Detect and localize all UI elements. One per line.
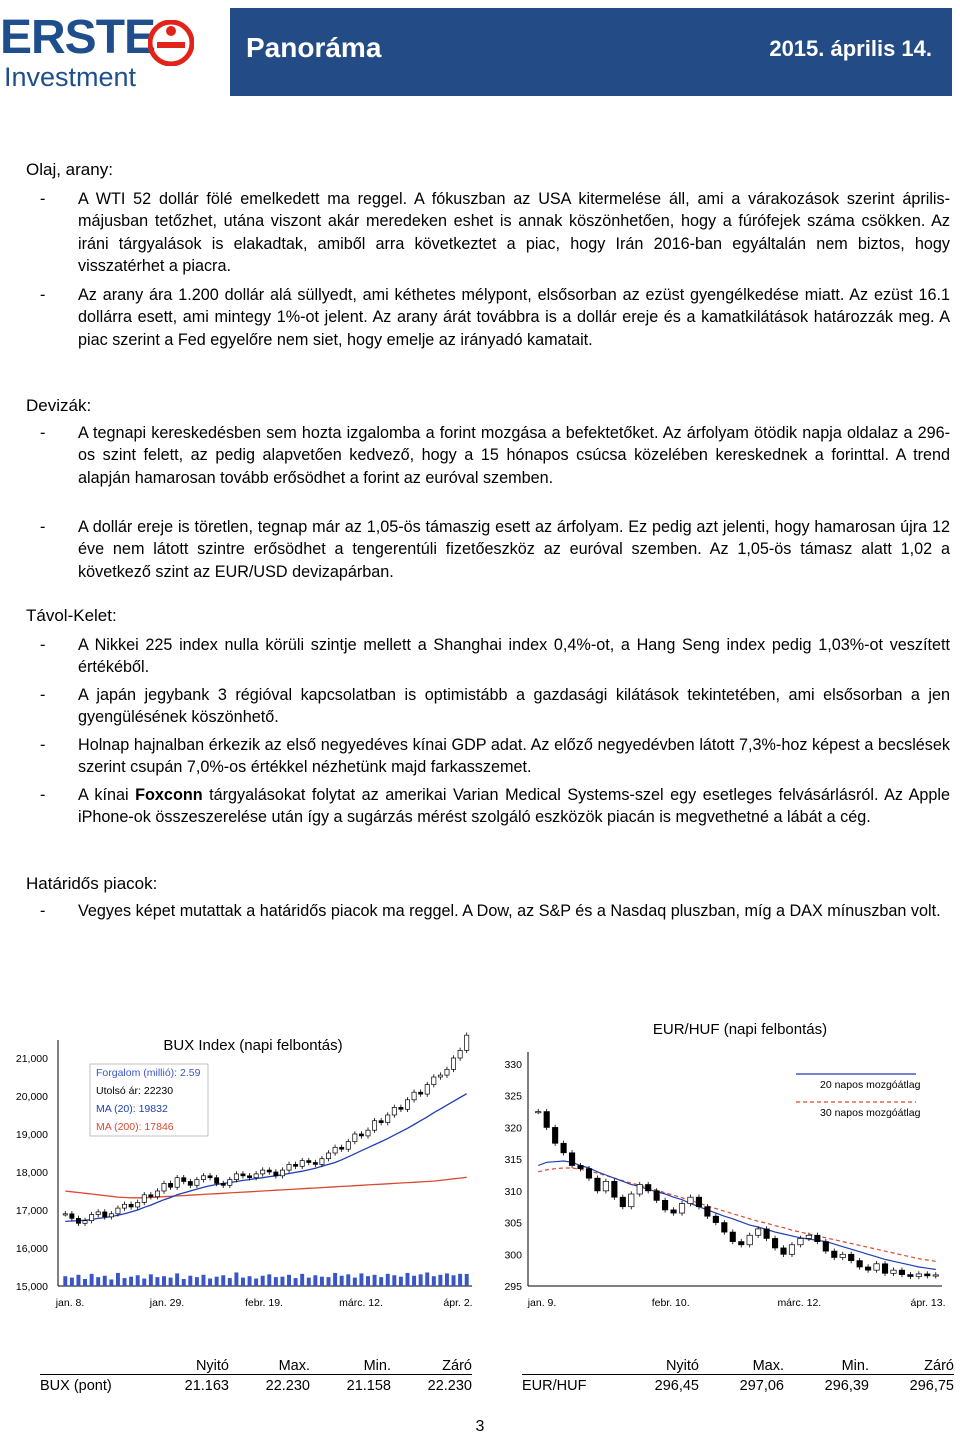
bux-candle — [392, 1107, 396, 1115]
bux-candle — [438, 1075, 442, 1077]
list-item — [26, 634, 950, 679]
page-title: Panoráma — [246, 32, 382, 63]
bux-candle — [372, 1121, 376, 1131]
huf-x-tick-label: febr. 10. — [651, 1297, 690, 1309]
bux-candle — [359, 1134, 363, 1136]
huf-y-tick-label: 325 — [504, 1090, 522, 1103]
list-item-text: A dollár ereje is töretlen, tegnap már az 1,05-ös támaszig esett az árfolyam. Ez pedig azt jelenti, hogy hamarosan újra 12 éve nem látott szintre erősödhet a tengerentúli fizetőeszköz az euróval szemben. Az 1,05-ös támasz alatt 1,02 a következő szint az EUR/USD devizapárban. — [78, 518, 950, 581]
foxconn-pre: A kínai — [78, 786, 136, 804]
bux-y-tick-label: 19,000 — [15, 1129, 48, 1141]
erste-s-mark-icon — [148, 20, 194, 66]
table-cell: 296,39 — [824, 1378, 869, 1394]
bux-candle — [254, 1174, 258, 1178]
bux-volume-bar — [234, 1272, 238, 1286]
huf-candle — [629, 1194, 634, 1207]
bux-candle — [195, 1180, 199, 1186]
bux-chart-title: BUX Index (napi felbontás) — [163, 1037, 343, 1054]
logo-brand-bottom: Investment — [4, 62, 137, 92]
huf-candle — [536, 1112, 541, 1113]
huf-candle — [696, 1197, 701, 1207]
table-cell: 21.158 — [346, 1378, 391, 1394]
bux-candle — [116, 1208, 120, 1214]
huf-candle — [840, 1254, 845, 1257]
bux-candle — [76, 1218, 80, 1223]
bux-candle — [294, 1164, 298, 1166]
huf-candle — [891, 1270, 896, 1273]
table-row — [522, 1375, 954, 1395]
huf-candle — [823, 1242, 828, 1252]
bux-volume-bar — [195, 1277, 199, 1286]
bux-volume-bar — [96, 1277, 100, 1286]
bux-candle — [320, 1159, 324, 1165]
huf-candle — [612, 1181, 617, 1197]
huf-candle — [569, 1153, 574, 1166]
table-header-cell: Nyitó — [665, 1358, 699, 1374]
bux-candle — [313, 1163, 317, 1165]
table-row-label: BUX (pont) — [40, 1378, 112, 1394]
bux-candle — [346, 1142, 350, 1150]
list-item — [26, 284, 950, 351]
list-item — [26, 900, 950, 922]
bux-y-tick-label: 18,000 — [15, 1167, 48, 1179]
huf-candle — [688, 1197, 693, 1203]
list-item-text: A Nikkei 225 index nulla körüli szintje mellett a Shanghai index 0,4%-ot, a Hang Seng index pedig 1,03%-ot veszített értékéből. — [78, 636, 950, 677]
huf-candle — [671, 1210, 676, 1213]
bux-candle — [228, 1180, 232, 1186]
table-cell: 22.230 — [427, 1378, 472, 1394]
section-heading-futures: Határidős piacok: — [26, 874, 158, 893]
huf-candle — [755, 1229, 760, 1235]
bux-candle — [267, 1170, 271, 1172]
huf-y-tick-label: 330 — [504, 1059, 522, 1071]
bux-candle — [353, 1134, 357, 1142]
bux-x-tick-label: jan. 8. — [55, 1297, 85, 1309]
bux-volume-bar — [392, 1275, 396, 1286]
foxconn-post: tárgyalásokat folytat az amerikai Varian Medical Systems-szel egy esetleges felvásárlásról. Az Apple iPhone-ok összeszerelése után így a sugárzás mérést szolgáló eszközök piacán is megvethetné a lábát a cég. — [78, 786, 950, 827]
huf-y-tick-label: 320 — [504, 1122, 522, 1135]
huf-x-tick-label: márc. 12. — [777, 1297, 822, 1309]
bux-volume-bar — [340, 1276, 344, 1286]
logo-brand-top: ERSTE — [0, 11, 156, 64]
bux-volume-bar — [182, 1279, 186, 1286]
huf-candle — [544, 1112, 549, 1128]
huf-candle — [772, 1238, 777, 1248]
eurhuf-legend — [796, 1074, 921, 1119]
bux-legend-ma200: MA (200): 17846 — [96, 1121, 174, 1133]
bux-volume-bar — [327, 1277, 331, 1286]
huf-candle — [815, 1235, 820, 1241]
table-cell: 297,06 — [739, 1378, 784, 1394]
bux-volume-bar — [188, 1276, 192, 1286]
list-item-text: A japán jegybank 3 régióval kapcsolatban is optimistább a gazdasági kilátások tekintetében, ami elsősorban a jen gyengülésének köszönhető. — [78, 686, 950, 727]
table-header-row — [40, 1358, 472, 1375]
bux-candle — [399, 1107, 403, 1109]
bux-candle — [70, 1214, 74, 1219]
bux-volume-bar — [103, 1276, 107, 1286]
huf-candle — [561, 1143, 566, 1153]
eurhuf-candles — [536, 1109, 939, 1279]
bux-volume-bar — [254, 1279, 258, 1286]
bux-volume-bar — [267, 1274, 271, 1286]
eurhuf-x-axis-labels — [527, 1297, 946, 1309]
huf-x-tick-label: jan. 9. — [527, 1297, 557, 1309]
huf-candle — [933, 1275, 938, 1276]
bux-candle — [425, 1085, 429, 1095]
list-item — [26, 684, 950, 729]
bux-candle — [175, 1178, 179, 1188]
bux-volume-bar — [366, 1276, 370, 1286]
table-header-row — [522, 1358, 954, 1375]
bux-volume-bar — [287, 1275, 291, 1286]
bux-volume-bar — [458, 1274, 462, 1286]
bux-x-tick-label: ápr. 2. — [443, 1297, 473, 1309]
list-item-text: A WTI 52 dollár fölé emelkedett ma reggel. A fókuszban az USA kitermelése áll, ami a várakozások szerint április-májusban tetőzhet, utána viszont akár meredeken eshet is annak köszönhetően, hogy a fúrófejek száma csökken. Az iráni tárgyalások is elakadtak, amiből arra következtet a piac, hogy Irán 2016-ban egyáltalán nem biztos, hogy visszatérhet a piacra. — [78, 190, 950, 276]
huf-candle — [848, 1254, 853, 1260]
foxconn-bold: Foxconn — [135, 786, 203, 804]
list-item-text — [78, 784, 950, 829]
bux-candle — [149, 1195, 153, 1197]
list-item — [26, 516, 950, 583]
list-item — [26, 188, 950, 278]
bullet-dash: - — [40, 736, 46, 754]
bux-volume-bar — [63, 1276, 67, 1286]
list-item — [26, 784, 950, 829]
table-cell: 21.163 — [184, 1378, 229, 1394]
bux-volume-bar — [419, 1274, 423, 1286]
list-item — [26, 422, 950, 489]
bux-y-tick-label: 20,000 — [15, 1091, 48, 1103]
bullet-dash: - — [40, 686, 46, 704]
table-row-label: EUR/HUF — [522, 1378, 587, 1394]
bux-volume-bar — [83, 1279, 87, 1286]
huf-candle — [586, 1169, 591, 1179]
eurhuf-summary-table — [522, 1358, 954, 1394]
huf-candle — [739, 1242, 744, 1245]
bux-candle — [168, 1183, 172, 1187]
bux-volume-bar — [90, 1274, 94, 1286]
bullet-dash: - — [40, 424, 46, 442]
huf-candle — [705, 1207, 710, 1217]
bux-candle — [103, 1212, 107, 1217]
bux-candle — [221, 1183, 225, 1185]
table-header-cell: Záró — [924, 1358, 954, 1374]
bullet-dash: - — [40, 786, 46, 804]
bux-volume-bar — [76, 1275, 80, 1286]
huf-candle — [806, 1235, 811, 1238]
bux-candle — [136, 1202, 140, 1207]
huf-candle — [603, 1181, 608, 1191]
bux-x-tick-label: febr. 19. — [245, 1297, 283, 1309]
bux-candle — [261, 1170, 265, 1174]
bux-volume-bar — [116, 1273, 120, 1286]
bux-volume-bar — [202, 1275, 206, 1286]
bux-y-tick-label: 16,000 — [15, 1243, 48, 1255]
page-number: 3 — [475, 1418, 485, 1435]
table-header-cell: Min. — [363, 1358, 391, 1374]
huf-candle — [637, 1185, 642, 1195]
bullet-dash: - — [40, 636, 46, 654]
bux-volume-bar — [123, 1278, 127, 1286]
bux-x-axis-labels — [55, 1297, 473, 1309]
bux-volume-bar — [307, 1278, 311, 1286]
bullet-dash: - — [40, 286, 46, 304]
bux-y-tick-label: 17,000 — [15, 1205, 48, 1217]
bux-candle — [234, 1174, 238, 1180]
huf-candle — [595, 1178, 600, 1191]
huf-candle — [899, 1270, 904, 1274]
huf-y-tick-label: 310 — [504, 1185, 522, 1198]
huf-candle — [865, 1267, 870, 1270]
table-header-cell: Záró — [442, 1358, 472, 1374]
bux-volume-bar — [228, 1278, 232, 1286]
huf-candle — [832, 1251, 837, 1257]
huf-candle — [916, 1274, 921, 1277]
header-banner — [230, 8, 952, 96]
huf-candle — [882, 1264, 887, 1274]
eurhuf-y-axis-labels — [504, 1059, 522, 1293]
bux-volume-bar — [359, 1273, 363, 1286]
bux-candle — [465, 1035, 469, 1050]
bux-candle — [458, 1050, 462, 1058]
report-date: 2015. április 14. — [769, 36, 932, 61]
huf-y-tick-label: 305 — [504, 1217, 522, 1230]
list-item-text: Holnap hajnalban érkezik az első negyedéves kínai GDP adat. Az előző negyedévben látott 7,3%-hoz képest a becslések szerint csupán 7,0%-os értékkel nézhetünk majd farkasszemet. — [78, 736, 950, 777]
bux-volume-bar — [300, 1274, 304, 1286]
bullet-dash: - — [40, 518, 46, 536]
bux-candle — [412, 1092, 416, 1100]
table-header-cell: Nyitó — [195, 1358, 229, 1374]
bux-candle — [326, 1153, 330, 1159]
bux-volume-bar — [353, 1278, 357, 1286]
bux-volume-bar — [274, 1277, 278, 1286]
bux-candle — [109, 1214, 113, 1217]
list-item — [26, 734, 950, 779]
huf-candle — [764, 1229, 769, 1239]
bux-volume-bar — [294, 1278, 298, 1286]
bux-candle — [201, 1176, 205, 1180]
bux-x-tick-label: márc. 12. — [339, 1297, 383, 1309]
eurhuf-chart-title: EUR/HUF (napi felbontás) — [652, 1021, 828, 1038]
bux-y-axis-labels — [16, 1053, 48, 1293]
bux-candle — [419, 1092, 423, 1094]
huf-candle — [645, 1185, 650, 1191]
bux-candle — [300, 1161, 304, 1167]
bux-volume-bar — [136, 1275, 140, 1286]
bux-y-tick-label: 15,000 — [15, 1281, 48, 1293]
huf-candle — [654, 1191, 659, 1201]
huf-candle — [857, 1261, 862, 1267]
huf-candle — [874, 1264, 879, 1270]
bux-volume-bar — [248, 1276, 252, 1286]
table-cell: 296,45 — [654, 1378, 699, 1394]
huf-candle — [747, 1235, 752, 1245]
bux-volume-bar — [438, 1275, 442, 1286]
bux-candle — [83, 1221, 87, 1224]
table-cell: 296,75 — [909, 1378, 954, 1394]
bux-volume-bar — [406, 1273, 410, 1286]
bux-ma200-line — [65, 1177, 466, 1198]
bux-candle — [162, 1183, 166, 1191]
bux-volume-bar — [169, 1278, 173, 1286]
huf-candle — [908, 1275, 913, 1277]
bux-candle — [129, 1204, 133, 1207]
erste-investment-logo — [0, 11, 200, 94]
huf-candle — [662, 1200, 667, 1210]
bux-candle — [142, 1195, 146, 1203]
eurhuf-legend-ma30: 30 napos mozgóátlag — [820, 1107, 921, 1119]
bux-volume-bar — [445, 1273, 449, 1286]
list-item-text: A tegnapi kereskedésben sem hozta izgalomba a forint mozgása a befektetőket. Az árfolyam ötödik napja oldalaz a 296-os szint felett, az pedig alapvetően kedvező, hogy a 15 hónapos csúcsa közelében kereskednek a forinttal. A trend alapján hamarosan tovább erősödhet a forint az euróval szemben. — [78, 424, 950, 487]
bux-candle — [215, 1178, 219, 1184]
huf-x-tick-label: ápr. 13. — [910, 1297, 946, 1309]
bux-volume-bar — [109, 1279, 113, 1286]
section-heading-fx: Devizák: — [26, 396, 92, 415]
bux-candle — [333, 1147, 337, 1153]
bux-x-tick-label: jan. 29. — [149, 1297, 185, 1309]
bux-volume-bar — [346, 1274, 350, 1286]
bux-chart — [0, 1020, 485, 1320]
bux-volume-bar — [155, 1277, 159, 1286]
huf-candle — [620, 1197, 625, 1207]
bux-volume-bar — [241, 1278, 245, 1286]
huf-candle — [798, 1238, 803, 1244]
bux-candle — [90, 1215, 94, 1221]
huf-candle — [679, 1204, 684, 1214]
bux-volume-bar — [280, 1277, 284, 1286]
huf-candle — [578, 1165, 583, 1168]
bux-volume-bar — [465, 1274, 469, 1286]
bux-volume-bar — [432, 1276, 436, 1286]
huf-candle — [925, 1274, 930, 1276]
bux-volume-bar — [142, 1279, 146, 1286]
bux-volume-bar — [333, 1273, 337, 1286]
bux-legend-last: Utolsó ár: 22230 — [96, 1085, 174, 1097]
huf-candle — [789, 1245, 794, 1255]
huf-candle — [781, 1248, 786, 1254]
bullet-dash: - — [40, 902, 46, 920]
bux-volume-bar — [215, 1277, 219, 1286]
huf-candle — [552, 1127, 557, 1143]
section-heading-far-east: Távol-Kelet: — [26, 606, 117, 625]
bux-candle — [405, 1100, 409, 1110]
list-item-text: Vegyes képet mutattak a határidős piacok ma reggel. A Dow, az S&P és a Nasdaq pluszban, míg a DAX mínuszban volt. — [78, 902, 941, 920]
bux-candle — [287, 1164, 291, 1170]
bux-candle — [445, 1069, 449, 1075]
section-heading-oil-gold: Olaj, arany: — [26, 160, 113, 179]
bux-legend-volume: Forgalom (millió): 2.59 — [96, 1067, 201, 1079]
eurhuf-chart — [490, 1010, 952, 1320]
bux-volume-bar — [373, 1275, 377, 1286]
table-header-cell: Max. — [752, 1358, 784, 1374]
bux-candle — [280, 1170, 284, 1176]
bux-volume-bar — [175, 1273, 179, 1286]
bux-volume-bar — [129, 1277, 133, 1286]
huf-y-tick-label: 315 — [504, 1154, 522, 1167]
bux-volume-bar — [425, 1272, 429, 1286]
bux-candle — [182, 1178, 186, 1182]
huf-y-tick-label: 300 — [504, 1249, 522, 1262]
bux-candle — [122, 1204, 126, 1208]
bux-volume-bar — [386, 1274, 390, 1286]
bux-volume-bar — [208, 1279, 212, 1286]
bux-volume-bar — [452, 1275, 456, 1286]
table-cell: 22.230 — [265, 1378, 310, 1394]
bux-candle — [366, 1130, 370, 1136]
bux-volume-bar — [261, 1276, 265, 1286]
bux-candle — [155, 1191, 159, 1197]
huf-candle — [713, 1216, 718, 1222]
table-header-cell: Max. — [278, 1358, 310, 1374]
bux-candle — [379, 1121, 383, 1123]
bux-volume-bars — [63, 1272, 468, 1286]
bux-volume-bar — [379, 1277, 383, 1286]
list-item-text: Az arany ára 1.200 dollár alá süllyedt, ami kéthetes mélypont, elsősorban az ezüst gyengélkedése miatt. Az ezüst 16.1 dollárra esett, ami mintegy 1%-ot jelent. Az arany árát továbbra is a dollár ereje és a kamatkilátások határozzák meg. A piac szerint a Fed egyelőre nem siet, hogy emelje az irányadó kamatait. — [78, 286, 950, 349]
bux-candle — [208, 1176, 212, 1178]
bux-volume-bar — [70, 1278, 74, 1286]
bux-volume-bar — [162, 1276, 166, 1286]
bullet-dash: - — [40, 190, 46, 208]
bux-volume-bar — [399, 1277, 403, 1286]
bux-volume-bar — [320, 1277, 324, 1286]
bux-legend — [90, 1064, 208, 1136]
bux-volume-bar — [149, 1274, 153, 1286]
bux-summary-table — [40, 1358, 472, 1394]
bux-volume-bar — [221, 1275, 225, 1286]
bux-candle — [96, 1212, 100, 1215]
eurhuf-legend-ma20: 20 napos mozgóátlag — [820, 1079, 921, 1091]
bux-legend-ma20: MA (20): 19832 — [96, 1103, 168, 1115]
table-row — [40, 1375, 472, 1395]
bux-candle — [241, 1174, 245, 1176]
bux-candle — [63, 1214, 67, 1215]
bux-volume-bar — [313, 1275, 317, 1286]
table-header-cell: Min. — [841, 1358, 869, 1374]
bux-candle — [386, 1115, 390, 1123]
bux-y-tick-label: 21,000 — [15, 1053, 48, 1065]
bux-volume-bar — [412, 1276, 416, 1286]
bux-candle — [188, 1182, 192, 1186]
bux-candle — [274, 1172, 278, 1176]
bux-candle — [432, 1077, 436, 1085]
bux-candle — [451, 1058, 455, 1069]
huf-candle — [722, 1223, 727, 1233]
huf-candle — [730, 1232, 735, 1242]
bux-candle — [307, 1161, 311, 1163]
bux-candle — [340, 1147, 344, 1149]
huf-y-tick-label: 295 — [504, 1281, 522, 1293]
bux-candle — [247, 1176, 251, 1178]
